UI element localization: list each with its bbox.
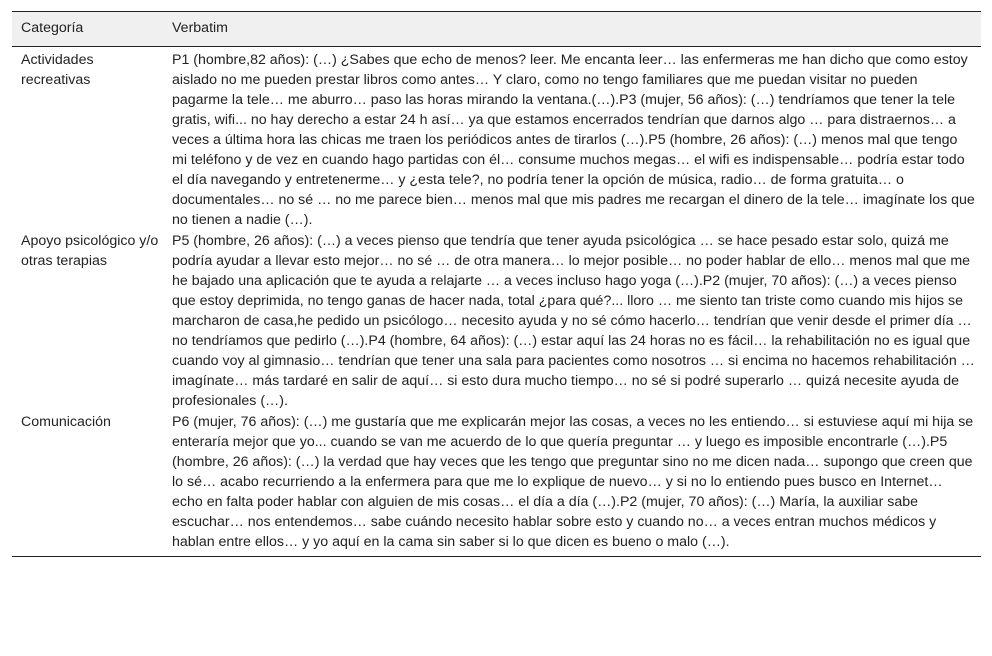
header-categoria: Categoría [21,20,84,36]
row-category: Actividades recreativas [21,52,94,88]
table-body [12,47,981,557]
row-category: Comunicación [21,414,111,430]
table-row [12,411,981,557]
header-verbatim: Verbatim [172,20,228,36]
row-category: Apoyo psicológico y/o otras terapias [21,233,159,269]
table-row [12,230,981,411]
header-row [12,12,981,47]
verbatim-table [12,11,981,557]
row-verbatim: P5 (hombre, 26 años): (…) a veces pienso que tendría que tener ayuda psicológica … se hace pesado estar solo, quizá me podría ayudar a llevar esto mejor… no sé … de otra manera… lo mejor posible… no poder hablar de ello… menos mal que me he bajado una aplicación que te ayuda a relajarte … a veces incluso hago yoga (…).P2 (mujer, 70 años): (…) a veces pienso que estoy deprimida, no tengo ganas de hacer nada, total ¿para qué?... lloro … me siento tan triste como cuando mis hijos se marcharon de casa,he pedido un psicólogo… necesito ayuda y no sé cómo hacerlo… tendrían que venir desde el primer día … no tendríamos que pedirlo (…).P4 (hombre, 64 años): (…) estar aquí las 24 horas no es fácil… la rehabilitación no es igual que cuando voy al gimnasio… tendrían que tener una sala para pacientes como nosotros … si encima no hacemos rehabilitación … imagínate… más tardaré en salir de aquí… si esto dura mucho tiempo… no sé si podré superarlo … quizá necesite ayuda de profesionales (…). [172,233,975,409]
table-row [12,47,981,231]
row-verbatim: P6 (mujer, 76 años): (…) me gustaría que me explicarán mejor las cosas, a veces no les entiendo… si estuviese aquí mi hija se enteraría mejor que yo... cuando se van me acuerdo de lo que quería preguntar … y luego es imposible encontrarle (…).P5 (hombre, 26 años): (…) la verdad que hay veces que les tengo que preguntar sino no me dicen nada… supongo que creen que lo sé… acabo recurriendo a la enfermera para que me lo explique de nuevo… y si no lo entiendo pues busco en Internet… echo en falta poder hablar con alguien de mis cosas… el día a día (…).P2 (mujer, 70 años): (…) María, la auxiliar sabe escuchar… nos entendemos… sabe cuándo necesito hablar sobre esto y cuando no… a veces entran muchos médicos y hablan entre ellos… y yo aquí en la cama sin saber si lo que dicen es bueno o malo (…). [172,414,974,550]
table-header [12,12,981,47]
row-verbatim: P1 (hombre,82 años): (…) ¿Sabes que echo de menos? leer. Me encanta leer… las enfermeras me han dicho que como estoy aislado no me pueden prestar libros como antes… Y claro, como no tengo familiares que me puedan visitar no pueden pagarme la tele… me aburro… paso las horas mirando la ventana.(…).P3 (mujer, 56 años): (…) tendríamos que tener la tele gratis, wifi... no hay derecho a estar 24 h así… ya que estamos encerrados tendrían que darnos algo … para distraernos… a veces a última hora las chicas me traen los periódicos antes de tirarlos (…).P5 (hombre, 26 años): (…) menos mal que tengo mi teléfono y de vez en cuando hago partidas con él… consume muchos megas… el wifi es indispensable… podría estar todo el día navegando y entretenerme… y ¿esta tele?, no podría tener la opción de música, radio… de forma gratuita… o documentales… no sé … no me parece bien… menos mal que mis padres me recargan el dinero de la tele… imagínate los que no tienen a nadie (…). [172,52,975,228]
table [12,11,981,557]
